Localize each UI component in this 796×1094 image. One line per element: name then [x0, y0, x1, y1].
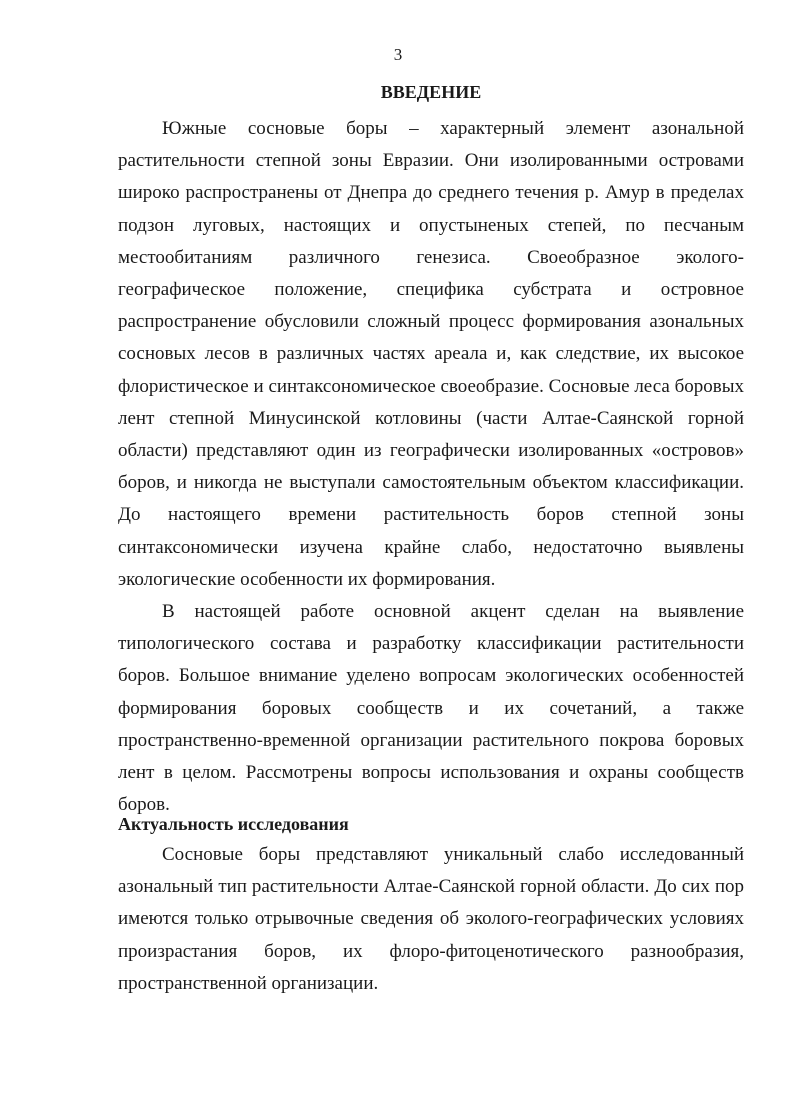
relevance-paragraph-1: Сосновые боры представляют уникальный слабо исследованный азональный тип растительности Алтае-Саянской горной области. До сих пор имеются только отрывочные сведения об эколого-географических условиях произрастания боров, их флоро-фитоценотического разнообразия, пространственной организации.	[118, 844, 744, 994]
introduction-text	[118, 113, 744, 821]
relevance-text	[118, 839, 744, 1000]
chapter-title: ВВЕДЕНИЕ	[380, 82, 482, 102]
page-number: 3	[393, 45, 403, 64]
intro-paragraph-2: В настоящей работе основной акцент сделан на выявление типологического состава и разработку классификации растительности боров. Большое внимание уделено вопросам экологических особенностей формирования боровых сообществ и их сочетаний, а также пространственно-временной организации растительного покрова боровых лент в целом. Рассмотрены вопросы использования и охраны сообществ боров.	[118, 601, 744, 816]
intro-paragraph-1: Южные сосновые боры – характерный элемент азональной растительности степной зоны Евразии. Они изолированными островами широко распространены от Днепра до среднего течения р. Амур в пределах подзон луговых, настоящих и опустыненых степей, по песчаным местообитаниям различного генезиса. Своеобразное эколого-географическое положение, специфика субстрата и островное распространение обусловили сложный процесс формирования азональных сосновых лесов в различных частях ареала и, как следствие, их высокое флористическое и синтаксономическое своеобразие. Сосновые леса боровых лент степной Минусинской котловины (части Алтае-Саянской горной области) представляют один из географически изолированных «островов» боров, и никогда не выступали самостоятельным объектом классификации. До настоящего времени растительность боров степной зоны синтаксономически изучена крайне слабо, недостаточно выявлены экологические особенности их формирования.	[118, 118, 744, 590]
section-heading-relevance: Актуальность исследования	[118, 814, 349, 834]
